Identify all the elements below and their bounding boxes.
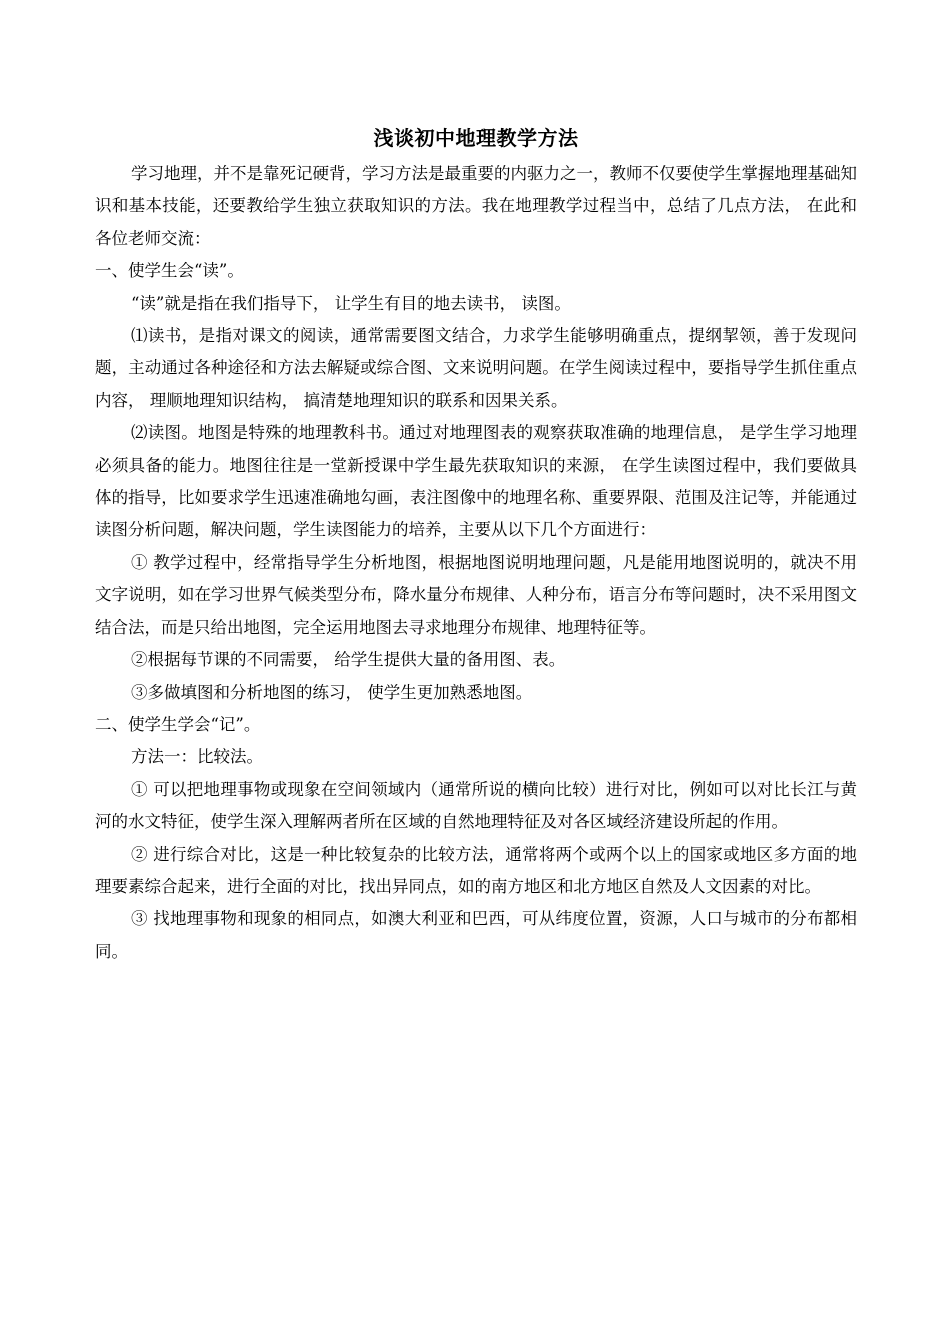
section-heading-read: 一、使学生会“读”。: [95, 261, 244, 281]
method-one-heading: 方法一：比较法。: [131, 747, 263, 767]
document-title: 浅谈初中地理教学方法: [373, 126, 579, 150]
paragraph-read-maps: ⑵读图。地图是特殊的地理教科书。通过对地理图表的观察获取准确的地理信息， 是学生学习地理必须具备的能力。地图往往是一堂新授课中学生最先获取知识的来源， 在学生读图过程中，我们要做具体的指导，比如要求学生迅速准确地勾画，表注图像中的地理名称、重要界限、范围及注记等，并能通过读图分析问题，解决问题，学生读图能力的培养，主要从以下几个方面进行：: [95, 423, 857, 540]
list-item-comprehensive-comparison: ② 进行综合对比，这是一种比较复杂的比较方法，通常将两个或两个以上的国家或地区多方面的地理要素综合起来，进行全面的对比，找出异同点，如的南方地区和北方地区自然及人文因素的对比。: [95, 844, 857, 896]
list-item-backup-maps: ②根据每节课的不同需要， 给学生提供大量的备用图、表。: [131, 650, 566, 670]
paragraph-intro: 学习地理，并不是靠死记硬背，学习方法是最重要的内驱力之一，教师不仅要使学生掌握地理基础知识和基本技能，还要教给学生独立获取知识的方法。我在地理教学过程当中，总结了几点方法， 在此和各位老师交流：: [95, 164, 857, 248]
list-item-map-exercises: ③多做填图和分析地图的练习， 使学生更加熟悉地图。: [131, 682, 533, 702]
list-item-spatial-comparison: ① 可以把地理事物或现象在空间领域内（通常所说的横向比较）进行对比，例如可以对比长江与黄河的水文特征，使学生深入理解两者所在区域的自然地理特征及对各区域经济建设所起的作用。: [95, 779, 857, 832]
list-item-similarities: ③ 找地理事物和现象的相同点，如澳大利亚和巴西，可从纬度位置，资源，人口与城市的分布都相同。: [95, 909, 857, 961]
section-heading-remember: 二、使学生学会“记”。: [95, 714, 261, 734]
document-body: [95, 118, 857, 968]
paragraph-read-books: ⑴读书，是指对课文的阅读，通常需要图文结合，力求学生能够明确重点，提纲挈领，善于发现问题，主动通过各种途径和方法去解疑或综合图、文来说明问题。在学生阅读过程中，要指导学生抓住重点内容， 理顺地理知识结构， 搞清楚地理知识的联系和因果关系。: [95, 326, 857, 410]
list-item-map-analysis: ① 教学过程中，经常指导学生分析地图，根据地图说明地理问题，凡是能用地图说明的，就决不用文字说明，如在学习世界气候类型分布，降水量分布规律、人种分布，语言分布等问题时，决不采用图文结合法，而是只给出地图，完全运用地图去寻求地理分布规律、地理特征等。: [95, 552, 857, 637]
paragraph-read-definition: “读”就是指在我们指导下， 让学生有目的地去读书， 读图。: [131, 293, 571, 313]
